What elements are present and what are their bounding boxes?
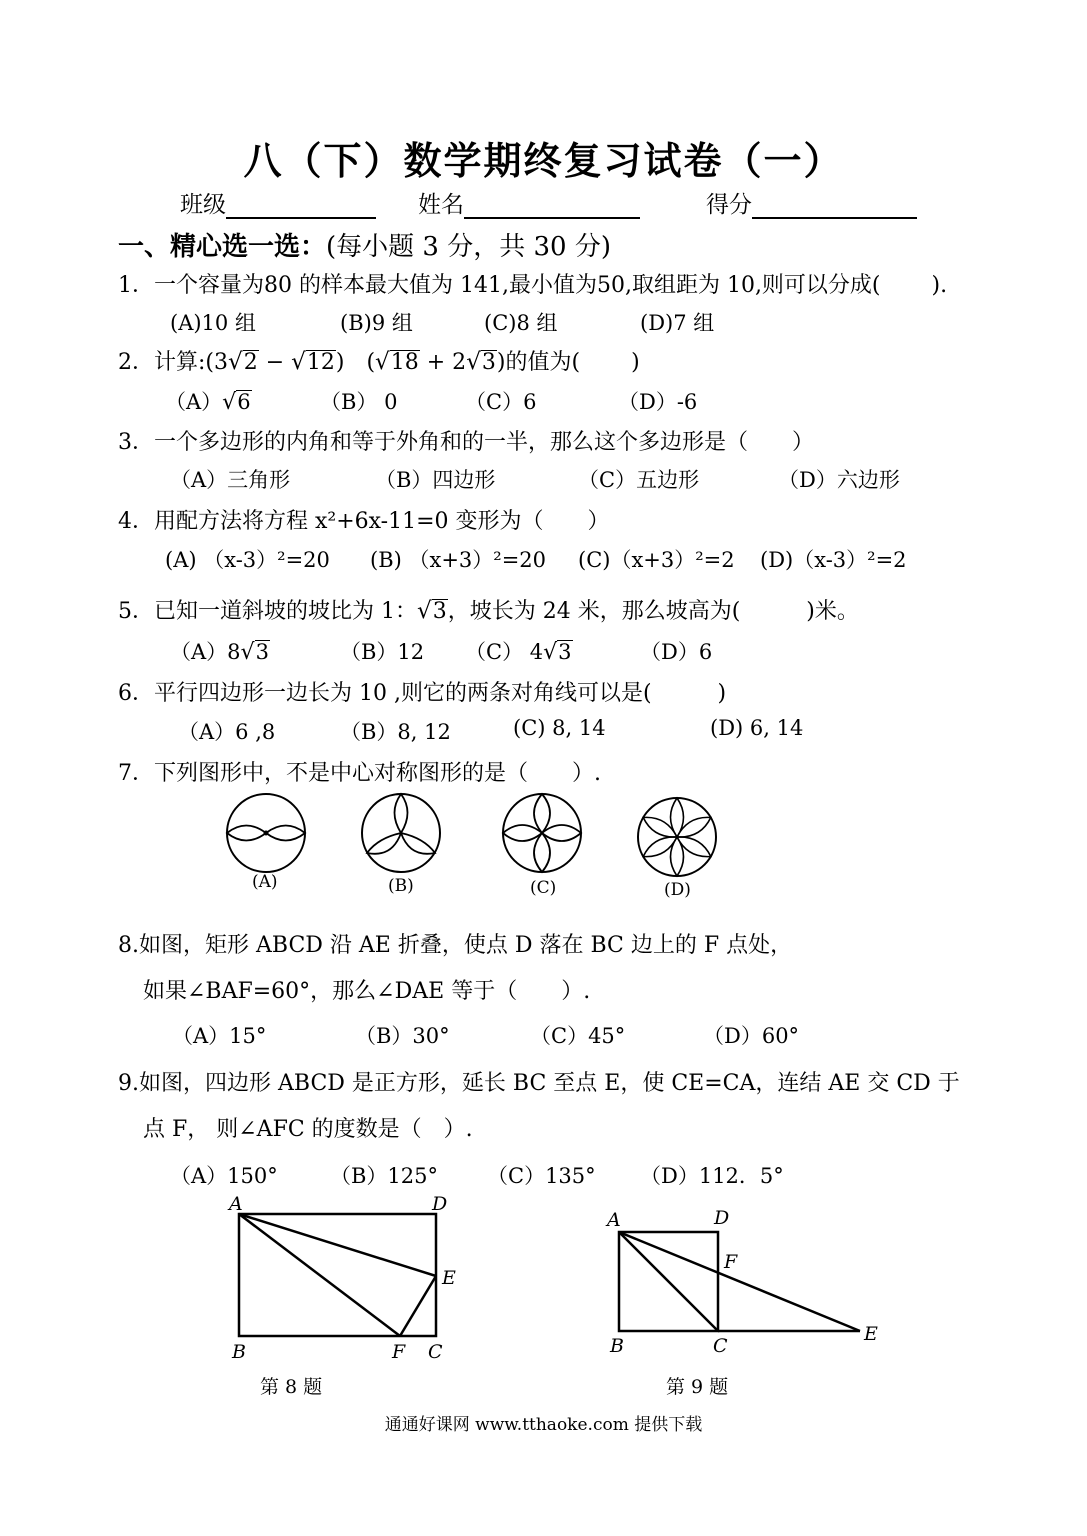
fig9-label-e: E xyxy=(864,1323,878,1345)
q2-suffix: 的值为( ) xyxy=(505,350,640,375)
q2-option-d[interactable]: （D）-6 xyxy=(618,390,698,414)
q3-option-a[interactable]: （A）三角形 xyxy=(170,468,291,492)
fig8-label-f: F xyxy=(392,1341,406,1360)
geometry-figures xyxy=(0,1180,1087,1360)
question-3: 3．一个多边形的内角和等于外角和的一半，那么这个多边形是（ ） xyxy=(118,430,814,455)
q1-option-b[interactable]: (B)9 组 xyxy=(340,311,413,335)
q9-option-a[interactable]: （A）150° xyxy=(170,1164,278,1188)
q6-option-d[interactable]: (D) 6, 14 xyxy=(710,716,804,740)
q7-caption-a: (A) xyxy=(252,872,278,892)
fig8-label-d: D xyxy=(432,1193,448,1215)
question-6: 6．平行四边形一边长为 10 ,则它的两条对角线可以是( ) xyxy=(118,681,727,706)
q4-option-b[interactable]: (B) （x+3）²=20 xyxy=(370,548,547,572)
fig8-label-b: B xyxy=(232,1341,246,1360)
q6-option-c[interactable]: (C) 8, 14 xyxy=(513,716,606,740)
q7-figure-a[interactable] xyxy=(227,794,305,872)
score-label: 得分 xyxy=(706,192,752,218)
fig8-rectangle xyxy=(239,1214,436,1336)
fig8-segment-fe xyxy=(400,1276,436,1336)
fig9-label-a: A xyxy=(607,1209,621,1231)
q5-option-a-label: （A）8 xyxy=(170,640,241,664)
figure-9-caption: 第 9 题 xyxy=(666,1376,729,1398)
footer-credit: 通通好课网 www.tthaoke.com 提供下载 xyxy=(384,1415,703,1435)
q4-option-a[interactable]: (A) （x-3）²=20 xyxy=(165,548,330,572)
q5-option-c-label: （C） 4 xyxy=(465,640,544,664)
q8-option-c[interactable]: （C）45° xyxy=(530,1024,626,1048)
q2-option-b[interactable]: （B） 0 xyxy=(320,390,398,414)
q4-option-d[interactable]: (D)（x-3）²=2 xyxy=(760,548,907,572)
q9-option-c[interactable]: （C）135° xyxy=(487,1164,596,1188)
fig9-label-b: B xyxy=(610,1335,624,1357)
q7-figure-b[interactable] xyxy=(362,794,440,872)
fig9-label-f: F xyxy=(724,1251,738,1273)
q2-prefix: 2．计算: xyxy=(118,350,206,375)
q3-option-c[interactable]: （C）五边形 xyxy=(578,468,700,492)
name-label: 姓名 xyxy=(418,192,464,218)
fig9-label-c: C xyxy=(713,1335,728,1357)
q3-option-b[interactable]: （B）四边形 xyxy=(375,468,496,492)
q5-suffix: ，坡长为 24 米，那么坡高为( )米。 xyxy=(447,599,859,624)
question-8-line1: 8.如图，矩形 ABCD 沿 AE 折叠，使点 D 落在 BC 边上的 F 点处， xyxy=(118,933,793,958)
q8-option-b[interactable]: （B）30° xyxy=(355,1024,450,1048)
fig8-label-e: E xyxy=(442,1267,456,1289)
fig9-segment-ae xyxy=(619,1232,860,1331)
q5-option-a[interactable]: （A）8√3 xyxy=(170,640,269,665)
fig9-diagonal-ac xyxy=(619,1232,718,1331)
q1-option-c[interactable]: (C)8 组 xyxy=(484,311,558,335)
q2-option-a[interactable]: （A）√6 xyxy=(165,390,251,415)
q3-option-d[interactable]: （D）六边形 xyxy=(778,468,900,492)
question-9-line1: 9.如图，四边形 ABCD 是正方形，延长 BC 至点 E，使 CE=CA，连结 AE 交 CD 于 xyxy=(118,1071,960,1096)
q5-option-c[interactable]: （C） 4√3 xyxy=(465,640,572,665)
q6-option-b[interactable]: （B）8, 12 xyxy=(340,720,451,744)
section-note: (每小题 3 分，共 30 分) xyxy=(326,232,611,262)
q6-option-a[interactable]: （A）6 ,8 xyxy=(178,720,276,744)
section-title: 一、精心选一选： xyxy=(118,232,327,262)
page-title: 八（下）数学期终复习试卷（一） xyxy=(243,138,844,183)
q5-prefix: 5．已知一道斜坡的坡比为 1： xyxy=(118,599,417,624)
fig8-label-a: A xyxy=(229,1193,243,1215)
fig8-segment-ae xyxy=(239,1214,436,1276)
q8-option-d[interactable]: （D）60° xyxy=(703,1024,800,1048)
question-5: 5．已知一道斜坡的坡比为 1：√3，坡长为 24 米，那么坡高为( )米。 xyxy=(118,598,859,624)
question-7: 7．下列图形中，不是中心对称图形的是（ ）. xyxy=(118,761,601,786)
q7-caption-b: (B) xyxy=(388,876,414,896)
question-4: 4．用配方法将方程 x²+6x-11=0 变形为（ ） xyxy=(118,509,610,534)
fig8-label-c: C xyxy=(428,1341,443,1360)
q7-caption-c: (C) xyxy=(530,878,557,898)
figure-9 xyxy=(619,1232,860,1331)
fig8-segment-af xyxy=(239,1214,400,1336)
q1-option-d[interactable]: (D)7 组 xyxy=(640,311,715,335)
q9-option-b[interactable]: （B）125° xyxy=(330,1164,439,1188)
figure-8-caption: 第 8 题 xyxy=(260,1376,323,1398)
q8-option-a[interactable]: （A）15° xyxy=(172,1024,267,1048)
fig9-label-d: D xyxy=(714,1207,730,1229)
class-label: 班级 xyxy=(180,192,226,218)
q4-option-c[interactable]: (C)（x+3）²=2 xyxy=(578,548,735,572)
q9-option-d[interactable]: （D）112．5° xyxy=(640,1164,784,1188)
q2-option-a-label: （A） xyxy=(165,390,223,414)
q5-option-d[interactable]: （D）6 xyxy=(640,640,713,664)
q5-option-b[interactable]: （B）12 xyxy=(340,640,425,664)
question-1: 1．一个容量为80 的样本最大值为 141,最小值为50,取组距为 10,则可以分成( ). xyxy=(118,273,948,298)
q2-option-c[interactable]: （C）6 xyxy=(465,390,537,414)
q7-caption-d: (D) xyxy=(664,880,691,900)
q7-figure-c[interactable] xyxy=(503,794,581,872)
question-8-line2: 如果∠BAF=60°，那么∠DAE 等于（ ）. xyxy=(143,979,591,1004)
question-9-line2: 点 F， 则∠AFC 的度数是（ ）. xyxy=(143,1117,473,1142)
figure-8 xyxy=(239,1214,436,1336)
q7-figure-d[interactable] xyxy=(638,798,716,876)
q2-expression: (3√2 − √12) (√18 + 2√3) xyxy=(205,349,506,375)
q1-option-a[interactable]: (A)10 组 xyxy=(170,311,256,335)
